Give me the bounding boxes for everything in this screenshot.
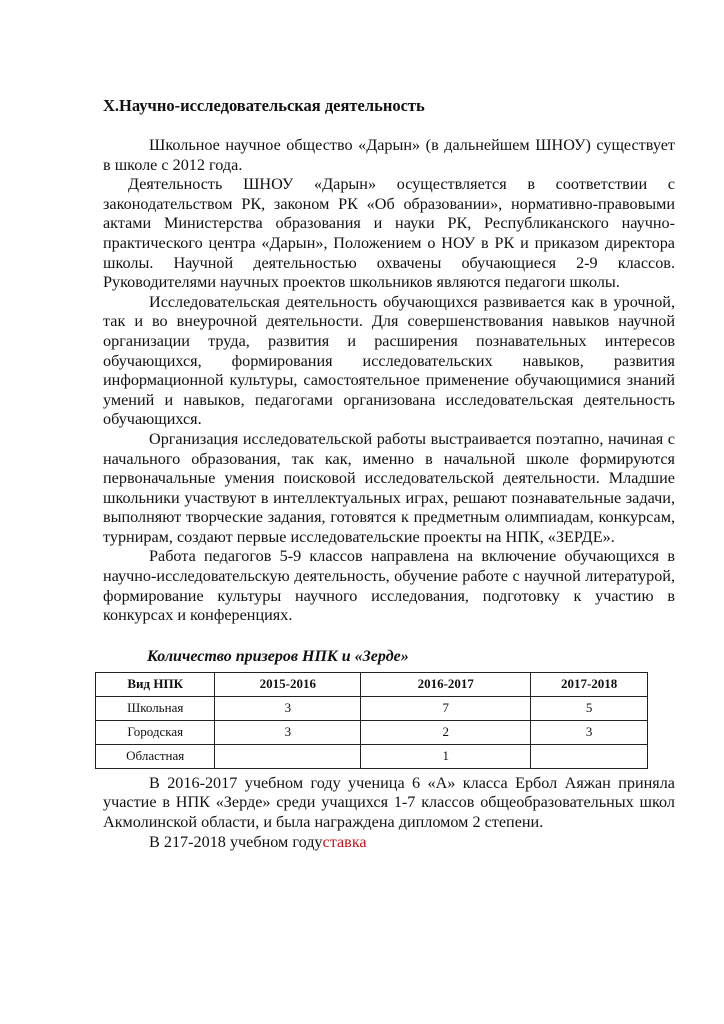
header-2017-2018: 2017-2018 — [531, 672, 648, 696]
document-page — [103, 96, 675, 852]
table-cell — [531, 744, 648, 768]
paragraph-2: Деятельность ШНОУ «Дарын» осуществляется в соответствии с законодательством РК, законом РК «Об образовании», нормативно-правовыми актами Министерства образования и науки РК, Республиканского научно-практического центра «Дарын», Положением о НОУ в РК и приказом директора школы. Научной деятельностью охвачены обучающиеся 2-9 классов. Руководителями научных проектов школьников являются педагоги школы. — [103, 175, 675, 292]
header-type: Вид НПК — [96, 672, 215, 696]
paragraph-4: Организация исследовательской работы выстраивается поэтапно, начиная с начального образования, так как, именно в начальной школе формируются первоначальные умения поисковой исследовательской деятельности. Младшие школьники участвуют в интеллектуальных играх, решают познавательные задачи, выполняют творческие задания, готовятся к предметным олимпиадам, конкурсам, турнирам, создают первые исследовательские проекты на НПК, «ЗЕРДЕ». — [103, 429, 675, 546]
header-2016-2017: 2016-2017 — [361, 672, 531, 696]
header-2015-2016: 2015-2016 — [215, 672, 361, 696]
table-row — [96, 744, 648, 768]
table-cell: 3 — [531, 720, 648, 744]
table-cell: 3 — [215, 720, 361, 744]
table-cell: 3 — [215, 696, 361, 720]
last-line-text: В 217-2018 учебном году — [149, 832, 323, 851]
paragraph-after-table: В 2016-2017 учебном году ученица 6 «А» класса Ербол Аяжан приняла участие в НПК «Зерде» среди учащихся 1-7 классов общеобразовательных школ Акмолинской области, и была награждена дипломом 2 степени. — [103, 773, 675, 832]
table-row — [96, 696, 648, 720]
section-heading: X.Научно-исследовательская деятельность — [103, 96, 425, 115]
table-cell — [215, 744, 361, 768]
table-cell: 2 — [361, 720, 531, 744]
paragraph-5: Работа педагогов 5-9 классов направлена на включение обучающихся в научно-исследовательскую деятельность, обучение работе с научной литературой, формирование культуры научного исследования, подготовку к участию в конкурсах и конференциях. — [103, 547, 675, 625]
table-header-row — [96, 672, 648, 696]
table-cell: 7 — [361, 696, 531, 720]
table-cell: Городская — [96, 720, 215, 744]
prizewinners-table — [95, 672, 648, 769]
red-fragment: ставка — [322, 832, 367, 851]
table-cell: Школьная — [96, 696, 215, 720]
paragraph-3: Исследовательская деятельность обучающихся развивается как в урочной, так и во внеурочной деятельности. Для совершенствования навыков научной организации труда, развития и расширения познавательных интересов обучающихся, формирования исследовательских навыков, развития информационной культуры, самостоятельное применение обучающимися знаний умений и навыков, педагогами организована исследовательская деятельность обучающихся. — [103, 292, 675, 429]
table-cell: 5 — [531, 696, 648, 720]
table-row — [96, 720, 648, 744]
table-caption: Количество призеров НПК и «Зерде» — [147, 647, 409, 665]
paragraph-1: Школьное научное общество «Дарын» (в дальнейшем ШНОУ) существует в школе с 2012 года. — [103, 136, 675, 174]
table-cell: Областная — [96, 744, 215, 768]
table-cell: 1 — [361, 744, 531, 768]
last-line — [103, 833, 675, 853]
